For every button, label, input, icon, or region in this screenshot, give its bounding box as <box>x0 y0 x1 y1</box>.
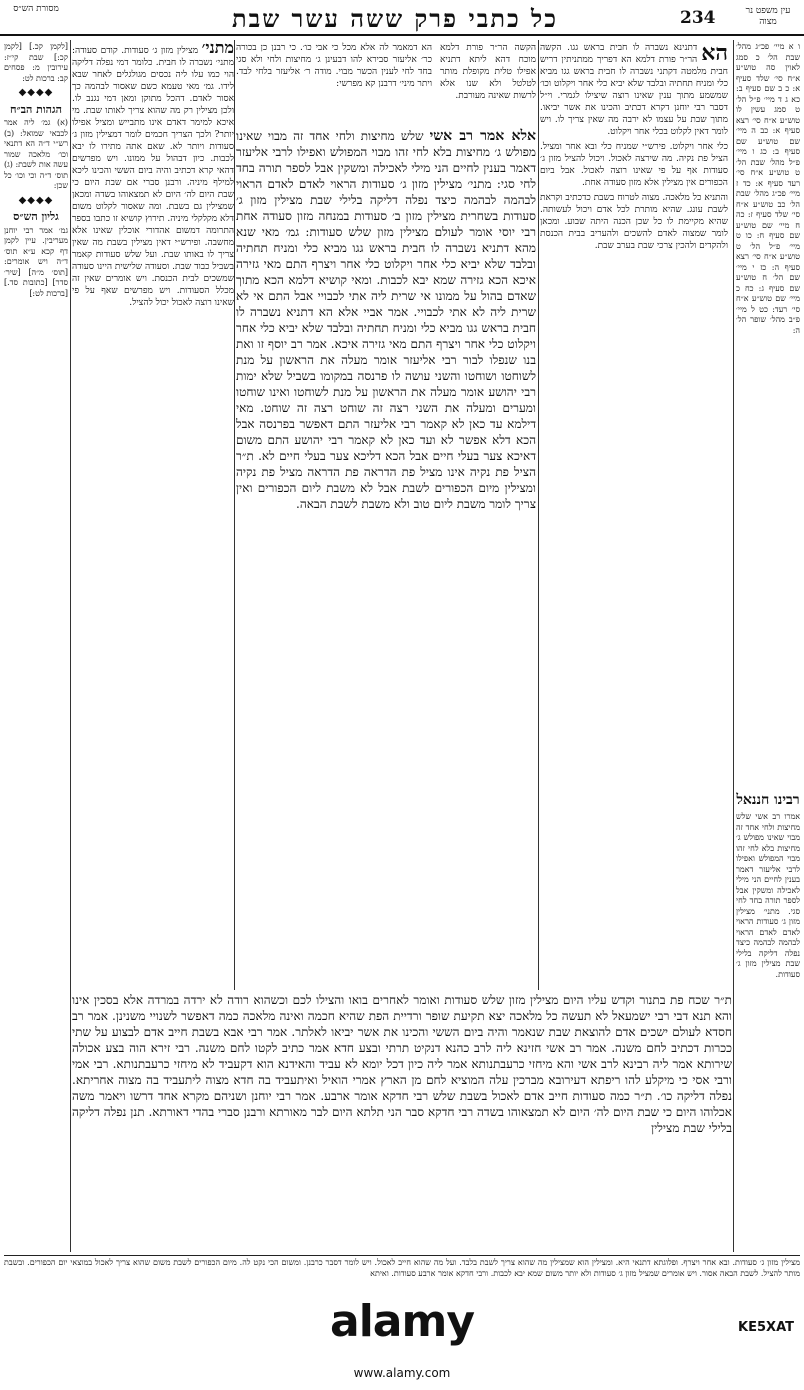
alamy-logo: alamy <box>330 1296 474 1347</box>
column-divider <box>733 40 734 1252</box>
gemara-continuation <box>72 992 732 1252</box>
rabbenu-chananel-text: אמרו רב אשי שלש מחיצות ולחי אחד זה מבוי שאינו מפולש ג׳ מחיצות בלא לחי זהו מבוי המפולש ואפילו לרבי אליעזר דאמר בענין לחיים הני מילי לאכילה ומשקין אבל לספר תורה בחד לחי סגי. מתני׳ מצילין מזון ג׳ סעודות הראוי לאדם לאדם הראוי לבהמה לבהמה כיצד נפלה דליקה בלילי שבת מצילין מזון ג׳ סעודות. <box>736 812 800 979</box>
masores-label: מסורת הש״ס <box>13 4 59 14</box>
gemara-text: שלש מחיצות ולחי אחד זה מבוי שאינו מפולש ג׳ מחיצות בלא לחי זהו מבוי המפולש ואפילו לרבי אליעזר דאמר בענין לחיים הני מילי לאכילה ומשקין אבל לספר תורה בחד לחי סגי: מתני׳ מצילין מזון ג׳ סעודות הראוי לאדם לאדם הראוי לבהמה לבהמה כיצד נפלה דליקה בלילי שבת מצילין מזון ג׳ סעודות בשחרית מצילין מזון ב׳ סעודות במנחה מזון סעודה אחת רבי יוסי אומר לעולם מצילין מזון שלש סעודות: גמ׳ מאי שנא מהא דתניא נשברה לו חבית בראש גגו מביא כלי ומניח תחתיה ובלבד שלא יביא כלי אחר ויקלוט כלי אחר ויצרף התם מאי גזירה איכא הכא גזירה שמא יבא לכבות. ומאי קושיא דלמא הכא מתוך שאדם בהול על ממונו אי שרית ליה אתי לכבויי אבל התם אי לא שרית ליה לא אתי לכבויי. אמר אביי אלא הא דתניא נשברה לו חבית בראש גגו מביא כלי ומניח תחתיה ובלבד שלא יביא כלי אחר ויקלוט כלי אחר ויצרף התם מאי גזירה איכא. אמר רב יוסף זו ואת בנו שנפלו לבור רבי אליעזר אומר מעלה את הראשון על מנת לשוחטו ושוחטו והשני עושה לו פרנסה במקומו בשביל שלא ימות רבי יהושע אומר מעלה את הראשון על מנת לשוחטו ואינו שוחטו ומערים ומעלה את השני רצה זה שוחט רצה זה שוחט. מאי דילמא עד כאן לא קאמר רבי אליעזר התם דאפשר בפרנסה אבל הכא דלא אפשר לא ועד כאן לא קאמר רבי יהושע התם משום דאיכא צער בעלי חיים אבל הכא דליכא צער בעלי חיים לא. ת״ר הציל פת נקיה אינו מציל פת הדראה פת הדראה מציל פת נקיה ומצילין מיום הכפורים לשבת אבל לא משבת ליום הכפורים ואין צריך לומר משבת ליום טוב ולא משבת לשבת הבאה. <box>236 129 536 511</box>
hagahot-text: (א) גמ׳ ליה אמר לכבאי שמואל: (ב) רש״י ד״ה הא דתנאי וכו׳ מלאכה שמור עשה אות לשבת: (ג) תוס׳ ד״ה וכי וכו׳ כל שכן: <box>4 118 68 190</box>
ein-mishpat-column <box>736 42 800 682</box>
footnotes-text: מצילין מזון ג׳ סעודות. ובא אחר ויצרף. ופלוגתא דתנאי היא. ומצילין הוא שמצילין מה שהוא צריך לשבת בלבד. ועל מה שהוא חייב לאכול. ויש לומר דסבר כרבנן. ומשום הכי נקט לה. מיום הכפורים לשבת משום שהוא צריך לאכול במוצאי יום הכפורים. ובשבת מותר להציל. לשבת הבאה אסור. ויש אומרים שמציל מזון ג׳ סעודות ולא יותר משום שמא יבא לכבות. ורבי חדקא אומר ארבע סעודות. ואיתא <box>4 1258 800 1278</box>
rashi-top-block <box>440 42 536 126</box>
gemara-opening: אלא אמר רב אשי <box>429 128 536 144</box>
tosafot-column <box>72 42 234 992</box>
hagahot-heading: הגהות הב״ח <box>10 102 62 116</box>
tosafot-top-text: הא דמאמר לה אלא מכל כי אבי כו׳. כי רבנן כן בכורה כר׳ אליעזר סבירא להו דבעינן ג׳ מחיצות ולחי ולא סגי בחד לחי לענין הכשר מבוי. מודה ר׳ אליעזר בלחי לבד. ויתר מיני׳ דרבנן קא מפרשי: <box>236 43 432 89</box>
header-rule <box>0 34 804 36</box>
masores-column <box>4 42 68 1242</box>
tosafot-top-block <box>236 42 432 126</box>
rashi-top-text: הקשה הר״ר פורת דלמא מוכח דהא ליתא דתניא אפילו טלית מקופלת מותר לטלטל ולא שנו אלא לרשות שאינה מעורבת. <box>440 43 536 101</box>
footnote-rule <box>4 1255 800 1256</box>
rashi-text: דתנינא נשברה לו חבית בראש גגו. הקשה הר״ר פורת דלמא הא דפריך ממתניתין דריש חבית מלמטה דקתני נשברה לו חבית בראש גגו מביא כלי ומניח תחתיה ובלבד שלא יביא כלי אחר ויקלוט וכו׳ שמשמע מתוך ענין שאינו רוצה שיצילו לגמרי. וי״ל דסבר רבי יוחנן דקרא דכתיב והכינו את אשר יביאו. מתוך שבת על עצמו לא ירבה מה שאין צריך לו. ויש לומר דאין לקלוט בכלי אחר ויקלוט. <box>540 43 728 137</box>
ornament: ◆◆◆◆ <box>18 87 54 98</box>
rabbenu-chananel-column <box>736 812 800 1232</box>
ein-mishpat-text: ו א מיי׳ פכ״ג מהל׳ שבת הל׳ כ סמג לאוין סה טוש״ע א״ח סי׳ שלד סעיף א: כ ב שם סעיף ב: כא ג ד מיי׳ פ״ל הל׳ ט סמג עשין לו טוש״ע א״ח סי׳ רצא סעיף א: כב ה מיי׳ שם טוש״ע שם סעיף ב: כג ו מיי׳ פ״ל מהל׳ שבת הל׳ ט טוש״ע א״ח סי׳ רעד סעיף א: כד ז מיי׳ פכ״ג מהל׳ שבת הל׳ כב טוש״ע א״ח סי׳ שלד סעיף ז: כה ח מיי׳ שם טוש״ע שם סעיף ח: כו ט מיי׳ פ״ל הל׳ ט טוש״ע א״ח סי׳ רצא סעיף ה: כז י מיי׳ שם הל׳ ח טוש״ע שם סעיף ג: כח כ מיי׳ שם טוש״ע א״ח סי׳ רעד: כט ל מיי׳ פ״ב מהל׳ שופר הל׳ ה: <box>736 42 800 335</box>
masores-text-1: [לקמן קכ.] [לקמן קכ:] שבת קי״ז: עירובין מ: פסחים קב: ברכות לט: <box>4 42 68 83</box>
watermark-url: www.alamy.com <box>353 1366 451 1380</box>
ornament: ◆◆◆◆ <box>18 194 54 206</box>
rashi-opening-word: הא <box>701 42 728 66</box>
rashi-text-c: והתניא כל מלאכה. מצוה לטרוח בשבת כדכתיב וקראת לשבת עונג. שהיא מותרת לכל אדם ויכול לעשותה. שהיא מקיימת לו כל שכן הכנה היתה שבוע. ומכאן לומר שמצוה לאדם להשכים ולהעריב בבית הכנסת ולהקדים ולהכין צרכי שבת בערב שבת. <box>540 193 728 251</box>
column-divider <box>538 40 539 990</box>
rabbenu-chananel-heading: רבינו חננאל <box>736 792 800 808</box>
image-code: KE5XAT <box>738 1320 794 1335</box>
tosafot-text: מצילין מזון ג׳ סעודות. קודם סעודה: מתני׳ נשברה לו חבית. כלומר דמי נפלה דליקה הוי כמו עלו ליה נכסים מגולגלים לאחר שבא לידו. גמ׳ מאי טעמא כשם שאסור לבהמה כך אסור לאדם. דהכל מתוקן ומאן דמי נגנב לו. ולכן מצילין רק מה שהוא צריך לאותו שבת. מי איכא למימר דאדם אינו מתבייש ומציל אפילו יותר? ולכך הצריך חכמים לומר דמצילין מזון ג׳ סעודות ויותר לא. שאם אתה מתירו לו יבא לכבות. כיון דבהול על ממונו. ויש מפרשים דהאי קרא דכתיב והיה ביום הששי והכינו ליכא למילף מיניה. ורבנן סברי אם שבת היום כי שבת היום לה׳ היום לא תמצאוהו בשדה ומכאן שמצילין גם בשבת. ומה שאסור לקלוט משום דלא מקלקלי מיניה. תירוץ קושיא זו כתבו בספר התרומה דמשום אהדורי אוכלין שאינו אלא מחשבה. ופירש״י דאין מצילין בשבת מה שאין צריך לו באותו שבת. ועל שלש סעודות קאמר בשביל כבוד שבת. וסעודה שלישית היינו סעודה שמשכים לבית הכנסת. ויש אומרים שאין זה מכלל הסעודות. ויש מפרשים שאף על פי שאינו רוצה לאכול יכול להציל. <box>72 46 234 308</box>
column-divider <box>234 40 235 990</box>
footnotes-block <box>4 1258 800 1294</box>
gilyon-heading: גליון הש״ס <box>13 210 59 223</box>
rashi-text-b: כלי אחר ויקלוט. פירש״י שמניח כלי ובא אחר ומציל. הציל פת נקיה. מה שירצה לאכול. ויכול להציל מזון ג׳ סעודות אף על פי שאינו רוצה לאכול. אבל ביום הכפורים אין מצילין אלא מזון סעודה אחת. <box>540 142 728 188</box>
gilyon-text: גמ׳ אמר רבי יוחנן מעריבין. עיין לקמן דף קכא ע״א תוס׳ ד״ה ויש אומרים: [תוס׳ מ״ה] [שיר׳ סדר] [כתובות סד.] [ברכות לט:] <box>4 225 68 298</box>
gemara-column <box>236 128 536 998</box>
column-divider <box>70 40 71 1252</box>
page-title: כל כתבי פרק ששה עשר שבת <box>232 4 558 33</box>
page-number: 234 <box>680 8 716 28</box>
ein-mishpat-label: עין משפט נר מצוה <box>745 6 791 27</box>
tosafot-opening-word: מתני׳ <box>201 42 234 57</box>
gemara-wide-text: ת״ר שכח פת בתנור וקדש עליו היום מצילין מזון שלש סעודות ואומר לאחרים בואו והצילו לכם וכשהוא רודה לא ירדה במרדה אלא בסכין אינו והא תנא דבי רבי ישמעאל לא תעשה כל מלאכה יצא תקיעת שופר ורדיית הפת שהיא חכמה ואינה מלאכה כמה דאפשר לשנויי משנינן. אמר רב חסדא לעולם ישכים אדם להוצאת שבת שנאמר והיה ביום הששי והכינו את אשר יביאו לאלתר. אמר רבי אבא בשבת חייב אדם לבצוע על שתי ככרות דכתיב לחם משנה. אמר רב אשי חזינא ליה לרב כהנא דנקיט תרתי ובצע חדא אמר כתיב לקטו לחם משנה. רבי זירא הוה בצע אכולה שירותא אמר ליה רבינא לרב אשי והא מיחזי כרעבתנותא אמר ליה כיון דכל יומא לא עביד והאידנא הוא דקעביד לא מיחזי כרעבתנותא. רבי אמי ורבי אסי כי מיקלע להו ריפתא דעירובא מברכין עלה המוציא לחם מן הארץ אמרי הואיל ואיתעביד בה חדא מצוה ליתעביד בה מצוה אחריתא. נפלה דליקה כו׳. ת״ר כמה סעודות חייב אדם לאכול בשבת שלש רבי חדקא אומר ארבע. אמר רבי יוחנן ושניהם מקרא אחד דרשו ויאמר משה אכלוהו היום כי שבת היום לה׳ היום לא תמצאוהו בשדה רבי חדקא סבר הני תלתא היום לבר מאורתא ורבנן סברי בהדי דאורתא. תנן נפלה דליקה בלילי שבת מצילין <box>72 993 732 1135</box>
rashi-column <box>540 42 728 1002</box>
